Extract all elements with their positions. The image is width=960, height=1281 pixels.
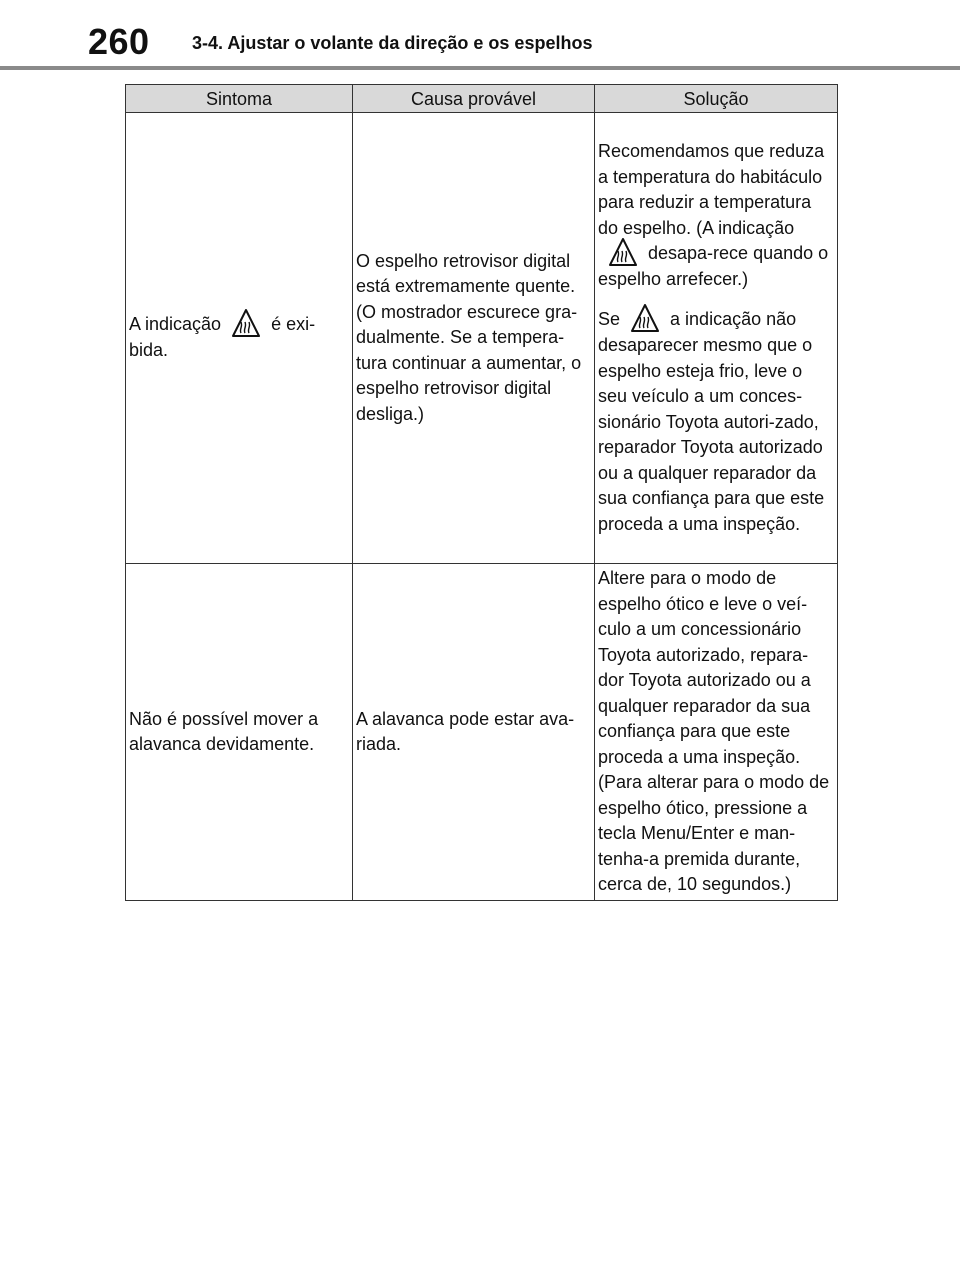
table-row xyxy=(126,113,838,564)
solution-cell xyxy=(595,113,838,564)
solution-p2-end: a indicação não desaparecer mesmo que o espelho esteja frio, leve o seu veículo a um conces-sionário Toyota autori-zado, reparador Toyota autorizado ou a qualquer reparador da sua confiança para que este proceda a uma inspeção. xyxy=(598,308,825,534)
mirror-heat-warning-icon xyxy=(630,303,660,333)
solution-cell: Altere para o modo de espelho ótico e leve o veí-culo a um concessionário Toyota autorizado, repara-dor Toyota autorizado ou a qualquer reparador da sua confiança para que este proceda a uma inspeção. (Para alterar para o modo de espelho ótico, pressione a tecla Menu/Enter e man-tenha-a premida durante, cerca de, 10 segundos.) xyxy=(595,564,838,901)
symptom-cell: Não é possível mover a alavanca devidamente. xyxy=(126,564,353,901)
solution-paragraph-1 xyxy=(598,139,834,293)
column-header-cause: Causa provável xyxy=(353,85,595,113)
mirror-heat-warning-icon xyxy=(231,308,261,338)
page-number: 260 xyxy=(88,21,150,62)
cause-cell: O espelho retrovisor digital está extremamente quente. (O mostrador escurece gra-dualmente. Se a tempera-tura continuar a aumentar, o espelho retrovisor digital desliga.) xyxy=(353,113,595,564)
cause-cell: A alavanca pode estar ava-riada. xyxy=(353,564,595,901)
solution-p1-start: Recomendamos que reduza a temperatura do habitáculo para reduzir a temperatura do espelho. (A indicação xyxy=(598,141,825,238)
symptom-text-start: A indicação xyxy=(129,314,222,335)
section-title: 3-4. Ajustar o volante da direção e os espelhos xyxy=(192,33,593,53)
troubleshooting-table xyxy=(125,84,838,901)
column-header-symptom: Sintoma xyxy=(126,85,353,113)
column-header-solution: Solução xyxy=(595,85,838,113)
symptom-text-end: é exi-bida. xyxy=(129,314,316,361)
solution-p1-end: desapa-rece quando o espelho arrefecer.) xyxy=(598,243,829,290)
header-rule xyxy=(0,66,960,70)
solution-paragraph-2 xyxy=(598,307,834,537)
solution-p2-start: Se xyxy=(598,308,621,329)
table-row xyxy=(126,564,838,901)
mirror-heat-warning-icon xyxy=(608,237,638,267)
symptom-cell xyxy=(126,113,353,564)
table-header-row xyxy=(126,85,838,113)
